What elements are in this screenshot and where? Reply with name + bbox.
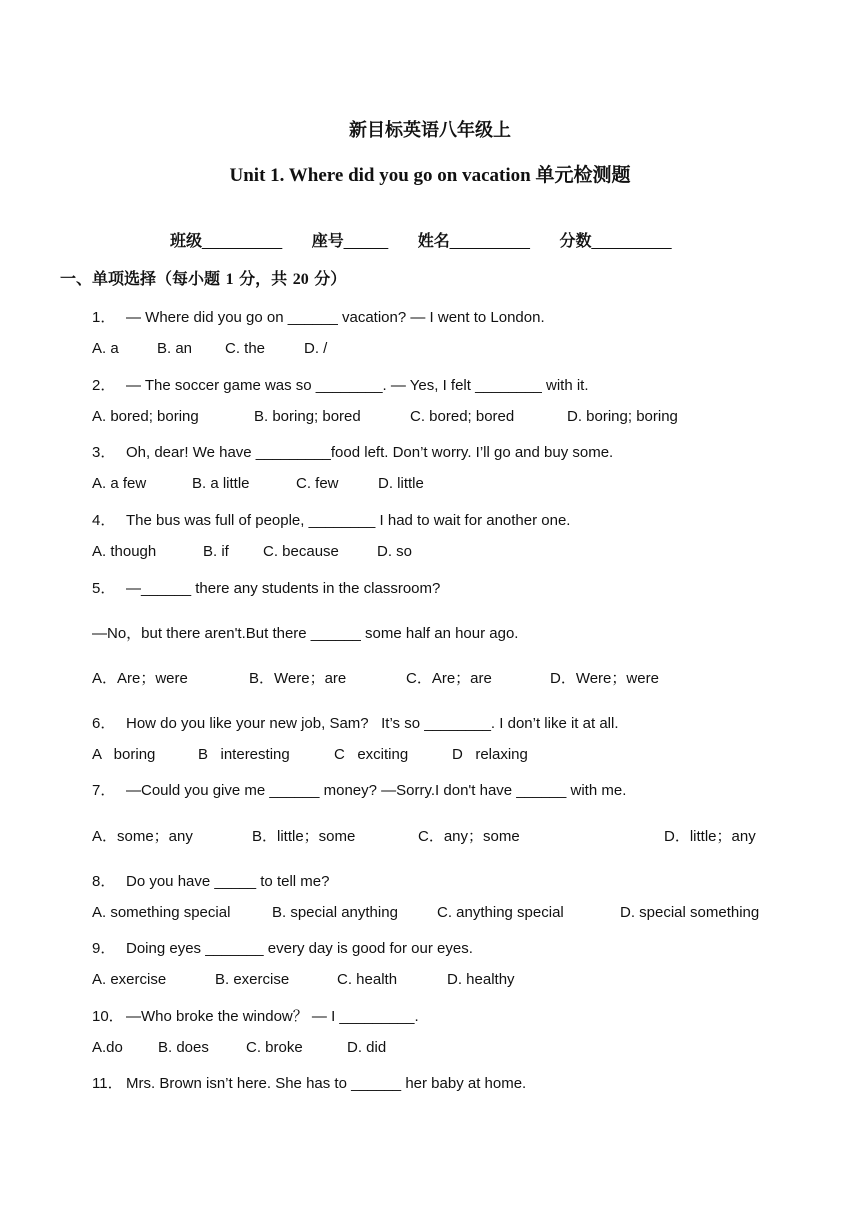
option[interactable]: C. few xyxy=(296,475,339,492)
question-2-options xyxy=(92,408,780,430)
option[interactable]: C. broke xyxy=(246,1039,303,1056)
question-8: 8． Do you have _____ to tell me? xyxy=(92,873,330,890)
question-7-options xyxy=(92,825,780,847)
question-9: 9． Doing eyes _______ every day is good for our eyes. xyxy=(92,940,473,957)
option[interactable]: A．Are；were xyxy=(92,670,188,687)
option[interactable]: D. / xyxy=(304,340,328,357)
option[interactable]: D．little；any xyxy=(664,828,756,845)
class-field[interactable]: 班级_________ xyxy=(170,231,283,250)
seat-field[interactable]: 座号_____ xyxy=(311,231,389,250)
question-5: 5． —______ there any students in the classroom? xyxy=(92,580,441,597)
option[interactable]: C. anything special xyxy=(437,904,564,921)
option[interactable]: B．little；some xyxy=(252,828,356,845)
option[interactable]: C exciting xyxy=(334,746,409,763)
option[interactable]: B. exercise xyxy=(215,971,290,988)
option[interactable]: A. something special xyxy=(92,904,231,921)
question-9-options xyxy=(92,971,780,993)
option[interactable]: B. if xyxy=(203,543,229,560)
option[interactable]: B interesting xyxy=(198,746,290,763)
question-8-options xyxy=(92,904,780,926)
question-7: 7． —Could you give me ______ money? —Sorry.I don't have ______ with me. xyxy=(92,782,627,799)
option[interactable]: A. a few xyxy=(92,475,147,492)
question-1: 1． — Where did you go on ______ vacation? — I went to London. xyxy=(92,309,545,326)
option[interactable]: A. a xyxy=(92,340,119,357)
worksheet-subtitle xyxy=(0,160,860,187)
question-4-options xyxy=(92,543,780,565)
option[interactable]: D. did xyxy=(347,1039,387,1056)
question-6-options xyxy=(92,746,780,768)
option[interactable]: A. exercise xyxy=(92,971,167,988)
question-11: 11． Mrs. Brown isn’t here. She has to ______ her baby at home. xyxy=(92,1075,527,1092)
option[interactable]: B. boring; bored xyxy=(254,408,361,425)
worksheet-title: 新目标英语八年级上 xyxy=(349,120,511,141)
option[interactable]: D. little xyxy=(378,475,424,492)
option[interactable]: D. healthy xyxy=(447,971,515,988)
name-field[interactable]: 姓名_________ xyxy=(417,231,530,250)
question-5-response: —No，but there aren't.But there ______ some half an hour ago. xyxy=(92,625,519,642)
option[interactable]: C．Are；are xyxy=(406,670,492,687)
question-6: 6． How do you like your new job, Sam? It’s so ________. I don’t like it at all. xyxy=(92,715,619,732)
question-10: 10． —Who broke the window？ — I _________. xyxy=(92,1008,419,1025)
option[interactable]: B. an xyxy=(157,340,193,357)
question-4: 4． The bus was full of people, ________ I had to wait for another one. xyxy=(92,512,571,529)
option[interactable]: B. special anything xyxy=(272,904,398,921)
option[interactable]: C．any；some xyxy=(418,828,520,845)
student-info-row xyxy=(170,228,696,251)
option[interactable]: B. does xyxy=(158,1039,209,1056)
option[interactable]: B. a little xyxy=(192,475,250,492)
option[interactable]: D. so xyxy=(377,543,413,560)
option[interactable]: A boring xyxy=(92,746,156,763)
option[interactable]: C. the xyxy=(225,340,266,357)
score-field[interactable]: 分数_________ xyxy=(559,231,672,250)
option[interactable]: A.do xyxy=(92,1039,123,1056)
option[interactable]: C. because xyxy=(263,543,339,560)
question-1-options xyxy=(92,340,780,362)
option[interactable]: D. boring; boring xyxy=(567,408,678,425)
option[interactable]: D. special something xyxy=(620,904,760,921)
option[interactable]: B．Were；are xyxy=(249,670,347,687)
option[interactable]: A. bored; boring xyxy=(92,408,199,425)
section-heading: 一、单项选择（每小题 1 分，共 20 分） xyxy=(60,269,347,288)
question-3-options xyxy=(92,475,780,497)
question-10-options xyxy=(92,1039,780,1061)
option[interactable]: A．some；any xyxy=(92,828,193,845)
option[interactable]: D．Were；were xyxy=(550,670,659,687)
question-3: 3． Oh, dear! We have _________food left. Don’t worry. I’ll go and buy some. xyxy=(92,444,614,461)
question-2: 2． — The soccer game was so ________. — Yes, I felt ________ with it. xyxy=(92,377,589,394)
subtitle-unit: Unit 1. Where did you go on vacation xyxy=(229,165,536,186)
option[interactable]: C. bored; bored xyxy=(410,408,515,425)
option[interactable]: C. health xyxy=(337,971,398,988)
option[interactable]: A. though xyxy=(92,543,157,560)
question-5-options xyxy=(92,667,780,689)
option[interactable]: D relaxing xyxy=(452,746,528,763)
subtitle-test: 单元检测题 xyxy=(535,164,631,186)
